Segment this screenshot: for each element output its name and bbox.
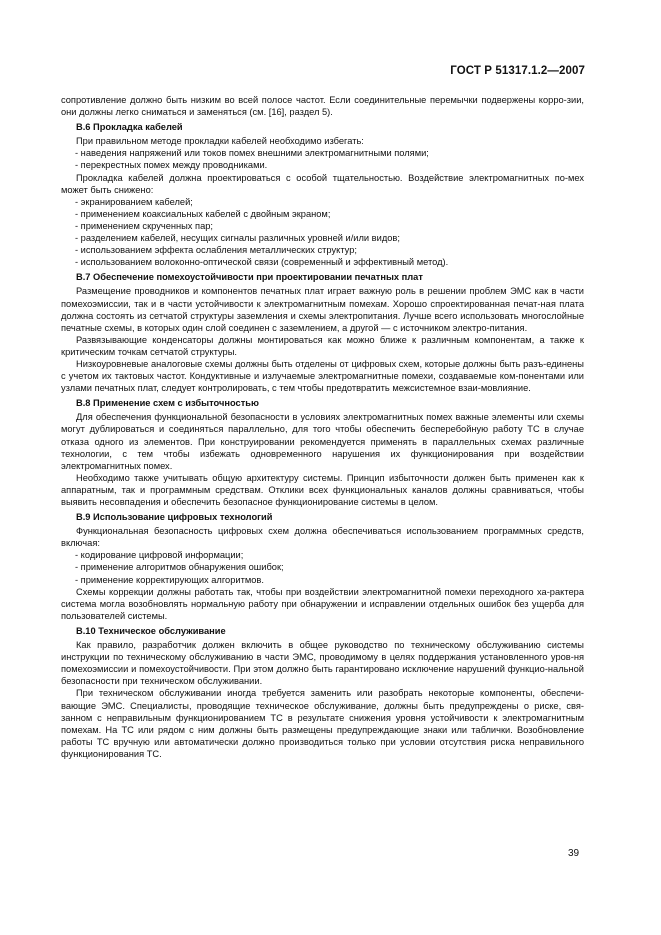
page-number: 39 [568, 848, 580, 859]
section-heading-b8: В.8 Применение схем с избыточностью [76, 398, 259, 409]
document-body [61, 94, 584, 760]
list-item: - перекрестных помех между проводниками. [75, 160, 268, 171]
list-item: - наведения напряжений или токов помех внешними электромагнитными полями; [75, 148, 429, 159]
list-item: - разделением кабелей, несущих сигналы различных уровней и/или видов; [75, 233, 400, 244]
section-heading-b9: В.9 Использование цифровых технологий [76, 512, 273, 523]
paragraph: Размещение проводников и компонентов печатных плат играет важную роль в решении проблем ЭМС как в части помехоэмиссии, так и в части устойчивости к электромагнитным помехам. Хорошо спроектированная печат-ная плата должна состоять из сетчатой структуры заземления и схемы электропитания. Лучше всего использовать многослойные печатные схемы, в которых один слой соединен с заземлением, а другой — с источником электро-питания. [61, 286, 584, 333]
paragraph: Схемы коррекции должны работать так, чтобы при воздействии электромагнитной помехи переходного ха-рактера система могла возобновлять нормальную работу при обнаружении и исправлении отдельных ошибок без ущерба для пользователей системы. [61, 586, 584, 621]
list-item: - применение корректирующих алгоритмов. [75, 574, 264, 585]
paragraph: Как правило, разработчик должен включить в общее руководство по техническому обслуживанию системы инструкции по техническому обслуживанию в части ЭМС, проводимому в целях поддержания установленного уров-ня помехоэмиссии и помехоустойчивости. При этом должно быть гарантировано исключение нарушений функцио-нальной безопасности при техническом обслуживании. [61, 640, 584, 687]
paragraph: При техническом обслуживании иногда требуется заменить или разобрать некоторые компоненты, обеспечи-вающие ЭМС. Специалисты, проводящие техническое обслуживание, должны быть предупреждены о риске, свя-занном с неправильным функционированием ТС в результате снижения уровня устойчивости к электромагнитным помехам. На ТС или рядом с ним должны быть размещены предупреждающие знаки или таблички. Возобновление работы ТС вручную или автоматически должно производиться только при условии отсутствия риска неправильного функционирования ТС. [61, 688, 584, 759]
list-item: - экранированием кабелей; [75, 196, 193, 207]
paragraph: Низкоуровневые аналоговые схемы должны быть отделены от цифровых схем, которые должны быть разъ-единены с учетом их тактовых частот. Кондуктивные и излучаемые электромагнитные помехи, создаваемые ком-понентами или узлами печатных плат, следует контролировать, с тем чтобы предотвратить межсистемное взаи-мовлияние. [61, 358, 584, 394]
paragraph: При правильном методе прокладки кабелей необходимо избегать: [76, 136, 364, 147]
paragraph: Развязывающие конденсаторы должны монтироваться как можно ближе к различным компонентам, а также к критическим точкам сетчатой структуры. [61, 334, 584, 357]
list-item: - использованием эффекта ослабления металлических структур; [75, 245, 357, 256]
intro-paragraph: сопротивление должно быть низким во всей полосе частот. Если соединительные перемычки подвержены корро-зии, они должны легко сниматься и заменяться (см. [16], раздел 5). [61, 95, 584, 118]
section-heading-b7: В.7 Обеспечение помехоустойчивости при проектировании печатных плат [76, 272, 423, 283]
standard-header: ГОСТ Р 51317.1.2—2007 [450, 65, 585, 77]
section-heading-b6: В.6 Прокладка кабелей [76, 122, 183, 133]
paragraph: Необходимо также учитывать общую архитектуру системы. Принцип избыточности должен быть применен как к аппаратным, так и программным средствам. Отклики всех функциональных каналов должны сравниваться, чтобы выявить несовпадения и обеспечить безопасное функционирование системы в целом. [61, 472, 584, 507]
list-item: - применение алгоритмов обнаружения ошибок; [75, 562, 284, 573]
list-item: - использованием волоконно-оптической связи (современный и эффективный метод). [75, 257, 449, 268]
list-item: - применением коаксиальных кабелей с двойным экраном; [75, 208, 331, 219]
section-heading-b10: В.10 Техническое обслуживание [76, 625, 226, 636]
list-item: - применением скрученных пар; [75, 220, 214, 231]
paragraph: Прокладка кабелей должна проектироваться с особой тщательностью. Воздействие электромагнитных по-мех может быть снижено: [61, 172, 584, 195]
paragraph: Для обеспечения функциональной безопасности в условиях электромагнитных помех важные элементы или схемы могут дублироваться и соединяться параллельно, для того чтобы обеспечить бесперебойную работу ТС в случае отказа одного из элементов. При конструировании рекомендуется применять в параллельных схемах различные технологии, с тем чтобы избежать одновременного нарушения их функционирования при воздействии электромагнитных помех. [61, 412, 584, 471]
list-item: - кодирование цифровой информации; [75, 550, 244, 561]
paragraph: Функциональная безопасность цифровых схем должна обеспечиваться использованием программных средств, включая: [61, 526, 584, 549]
